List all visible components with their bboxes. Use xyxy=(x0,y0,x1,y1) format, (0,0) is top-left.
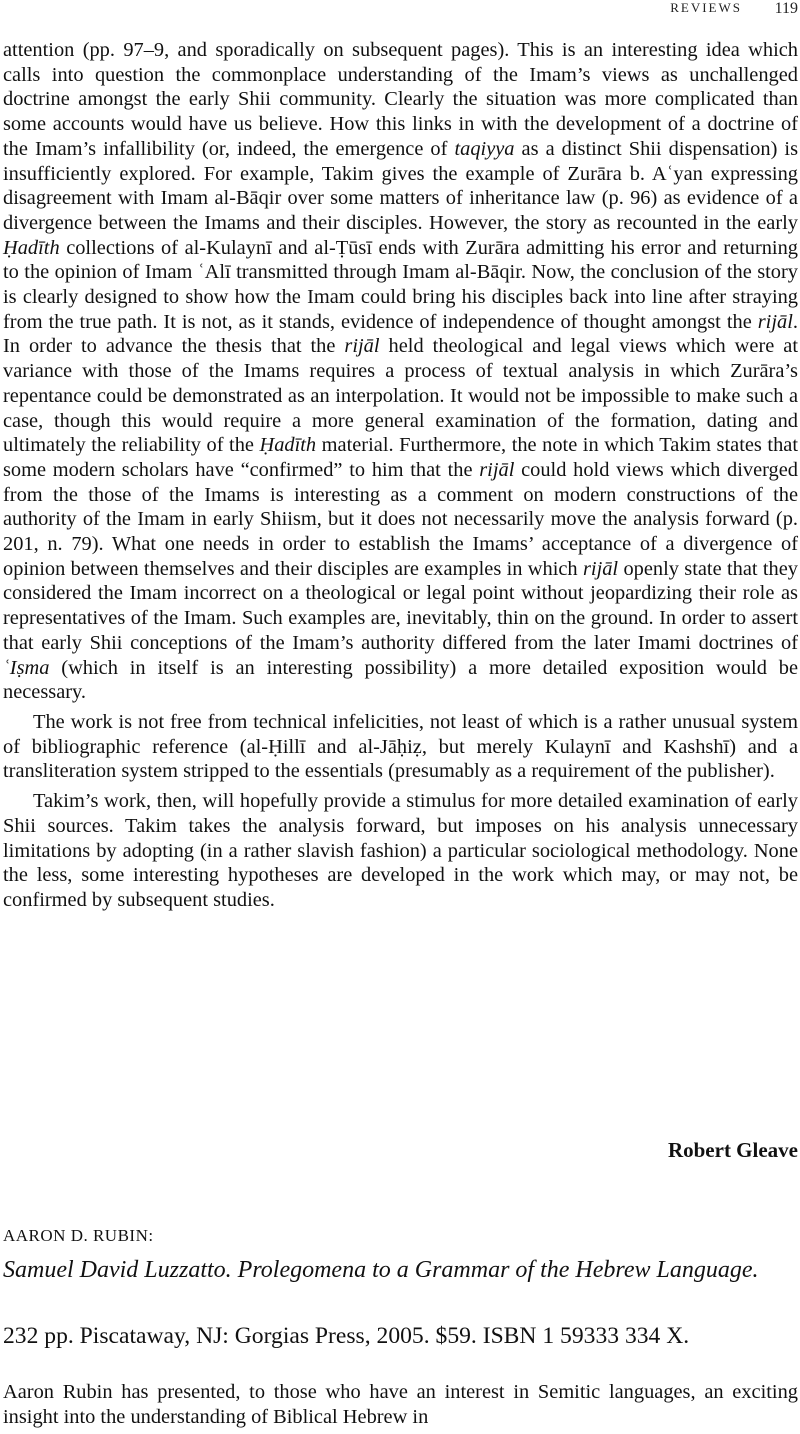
text-run: The work is not free from technical infelicities, not least of which is a rather unusual system of bibliographic reference (al-Ḥillī and al-Jāḥiẓ, but merely Kulaynī and Kashshī) and a transliteration system stripped to the essentials (presumably as a requirement of the publisher). xyxy=(3,710,798,783)
italic-term: rijāl xyxy=(757,310,793,333)
italic-term: rijāl xyxy=(582,557,619,580)
text-run: attention (pp. 97–9, and sporadically on subsequent pages). This is an interesting idea which calls into question the commonplace understanding of the Imam’s views as unchallenged doctrine amongst the early Shii community. Clearly the situation was more complicated than some accounts would have us believe. How this links in with the development of a doctrine of the Imam’s infallibility (or, indeed, the emergence of xyxy=(3,39,798,160)
next-review-author: AARON D. RUBIN: xyxy=(3,1226,154,1245)
text-run: material. Furthermore, the note in which Takim states that some modern scholars have “confirmed” to him that the xyxy=(3,434,798,481)
italic-term: taqiyya xyxy=(454,137,515,160)
italic-term: ʿIṣma xyxy=(3,656,50,679)
text-run: openly state that they considered the Imam incorrect on a theological or legal point without jeopardizing their role as representatives of the Imam. Such examples are, inevitably, thin on the ground. In order to assert that early Shii conceptions of the Imam’s authority differed from the later Imami doctrines of xyxy=(3,557,799,654)
running-header xyxy=(0,0,800,22)
text-run: . In order to advance the thesis that the xyxy=(3,310,798,358)
page-number: 119 xyxy=(774,0,798,17)
next-review-opening-text: Aaron Rubin has presented, to those who have an interest in Semitic languages, an exciting insight into the understanding of Biblical Hebrew in xyxy=(3,1381,798,1428)
italic-term: Ḥadīth xyxy=(259,434,317,457)
next-review-book-title: Samuel David Luzzatto. Prolegomena to a Grammar of the Hebrew Language. xyxy=(3,1257,759,1283)
body-paragraph-3 xyxy=(3,789,798,913)
text-run: as a distinct Shii dispensation) is insufficiently explored. For example, Takim gives the example of Zurāra b. Aʿyan expressing disagreement with Imam al-Bāqir over some matters of inheritance law (p. 96) as evidence of a divergence between the Imams and their disciples. However, the story as recounted in the early xyxy=(3,137,799,234)
text-run: held theological and legal views which were at variance with those of the Imams requires a process of textual analysis in which Zurāra’s repentance could be demonstrated as an interpolation. It would not be impossible to make such a case, though this would require a more general examination of the formation, dating and ultimately the reliability of the xyxy=(3,335,798,457)
text-run: Takim’s work, then, will hopefully provide a stimulus for more detailed examination of early Shii sources. Takim takes the analysis forward, but imposes on his analysis unnecessary limitations by adopting (in a rather slavish fashion) a particular sociological methodology. None the less, some interesting hypotheses are developed in the work which may, or may not, be confirmed by subsequent studies. xyxy=(3,790,798,911)
reviewer-signature: Robert Gleave xyxy=(667,1138,798,1162)
next-review-publication-info: 232 pp. Piscataway, NJ: Gorgias Press, 2005. $59. ISBN 1 59333 334 X. xyxy=(3,1323,690,1349)
text-run: could hold views which diverged from the those of the Imams is interesting as a comment on modern constructions of the authority of the Imam in early Shiism, but it does not necessarily move the analysis forward (p. 201, n. 79). What one needs in order to establish the Imams’ acceptance of a divergence of opinion between themselves and their disciples are examples in which xyxy=(3,458,798,580)
text-run: (which in itself is an interesting possibility) a more detailed exposition would be necessary. xyxy=(3,656,798,704)
italic-term: rijāl xyxy=(479,458,515,481)
body-paragraph-2 xyxy=(3,710,798,784)
body-paragraph-1 xyxy=(3,38,798,705)
text-run: collections of al-Kulaynī and al-Ṭūsī ends with Zurāra admitting his error and returning to the opinion of Imam ʿAlī transmitted through Imam al-Bāqir. Now, the conclusion of the story is clearly designed to show how the Imam could bring his disciples back into line after straying from the true path. It is not, as it stands, evidence of independence of thought amongst the xyxy=(3,236,798,333)
review-body xyxy=(3,38,798,913)
running-title: REVIEWS xyxy=(670,0,742,15)
italic-term: Ḥadīth xyxy=(3,236,60,259)
italic-term: rijāl xyxy=(344,335,380,358)
